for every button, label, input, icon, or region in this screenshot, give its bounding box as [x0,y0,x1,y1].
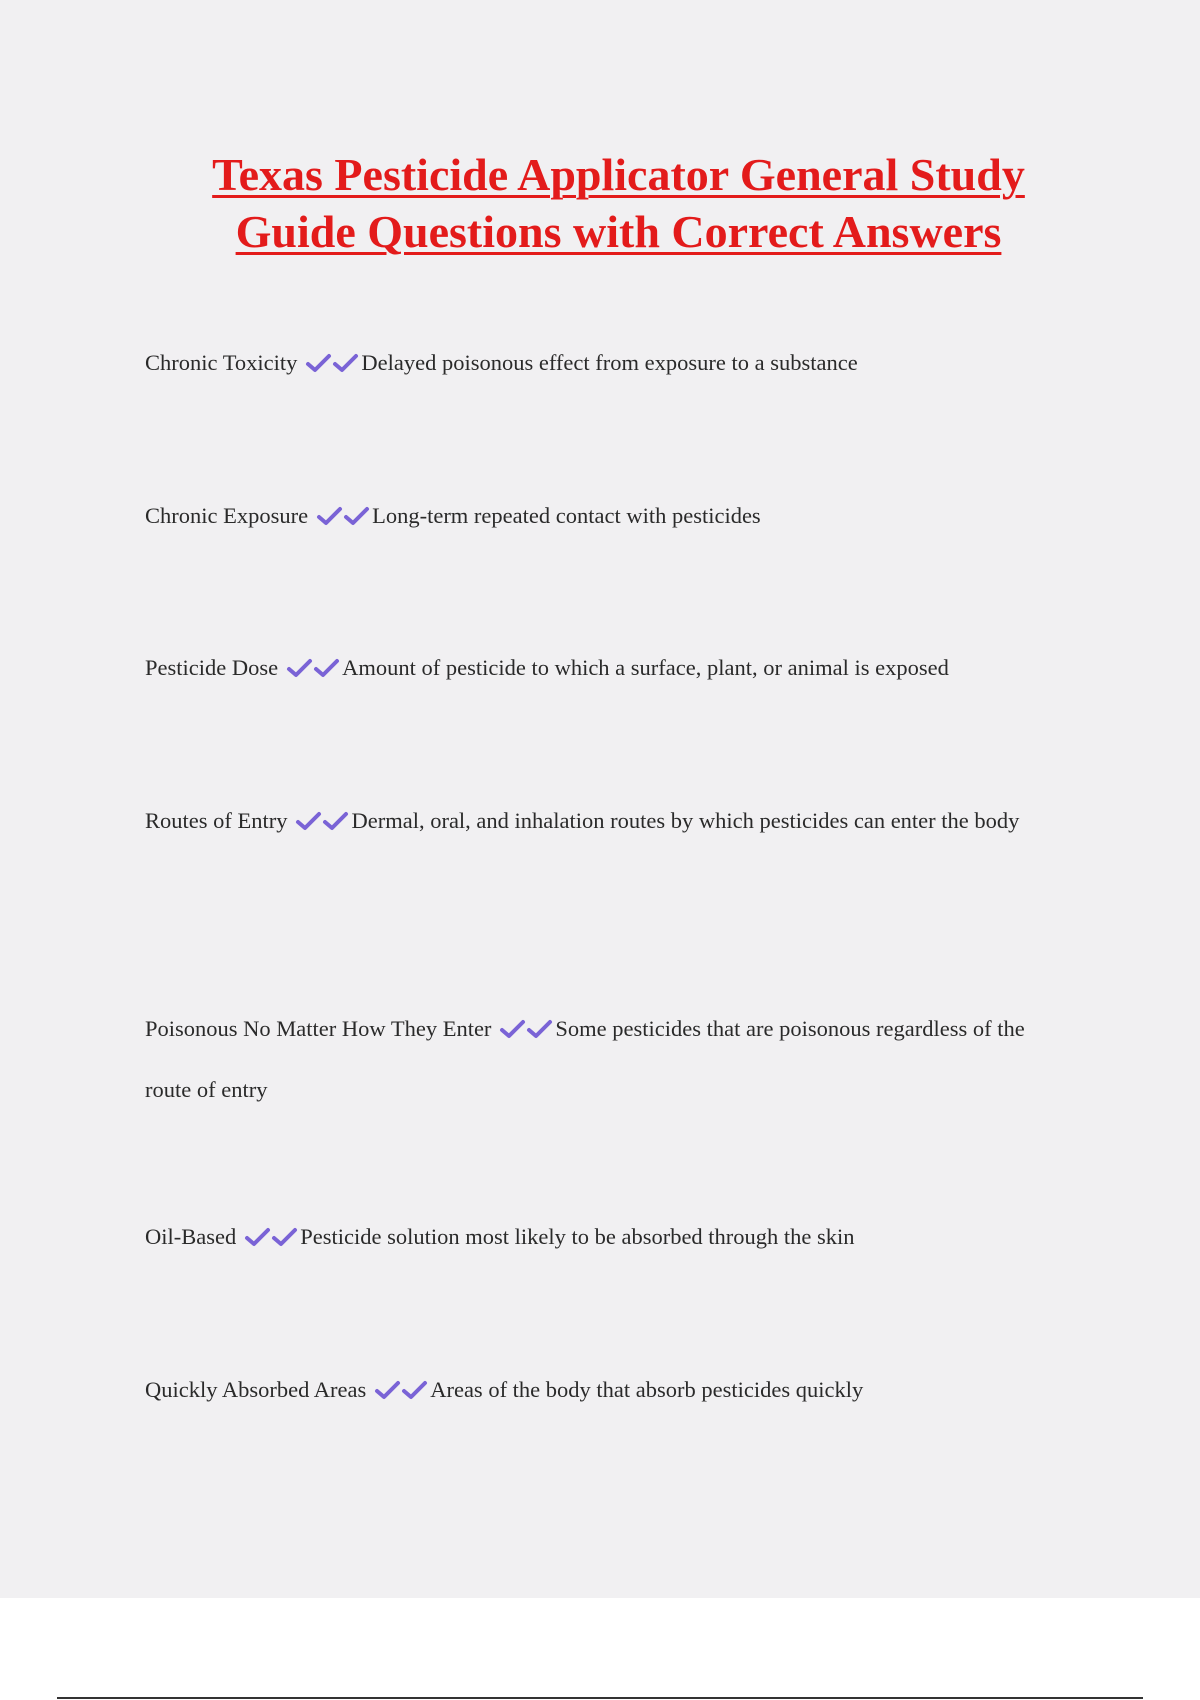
entry-definition: Some pesticides that are poisonous regardless of the route of entry [145,1016,1025,1102]
double-check-icon [295,790,349,851]
entry-definition: Areas of the body that absorb pesticides quickly [430,1377,864,1402]
double-check-icon [244,1206,298,1267]
entry-quickly-absorbed-areas [145,1359,1075,1420]
check-icon [401,1380,428,1400]
double-check-icon [305,332,359,393]
entry-chronic-toxicity [145,332,1075,393]
entry-definition: Long-term repeated contact with pesticides [372,503,761,528]
check-icon [322,811,349,831]
entry-term: Oil-Based [145,1224,237,1249]
entry-term: Chronic Toxicity [145,350,298,375]
entry-chronic-exposure [145,485,1075,546]
document-title [0,146,1200,260]
entry-oil-based [145,1206,1075,1267]
title-line-1: Texas Pesticide Applicator General Study [212,149,1025,200]
entry-pesticide-dose [145,637,1075,698]
entry-definition: Dermal, oral, and inhalation routes by which pesticides can enter the body [351,808,1020,833]
entry-poisonous-no-matter-how-they-enter [145,998,1075,1120]
entry-definition: Amount of pesticide to which a surface, plant, or animal is exposed [342,655,949,680]
check-icon [374,1380,401,1400]
title-line-2: Guide Questions with Correct Answers [235,206,1002,257]
check-icon [499,1019,526,1039]
check-icon [316,506,343,526]
check-icon [343,506,370,526]
check-icon [313,658,340,678]
double-check-icon [499,998,553,1059]
entry-term: Quickly Absorbed Areas [145,1377,367,1402]
check-icon [305,353,332,373]
entry-term: Pesticide Dose [145,655,279,680]
entry-definition: Pesticide solution most likely to be absorbed through the skin [300,1224,855,1249]
double-check-icon [316,485,370,546]
footer-divider [57,1697,1143,1699]
entry-term: Routes of Entry [145,808,288,833]
check-icon [271,1227,298,1247]
double-check-icon [374,1359,428,1420]
check-icon [244,1227,271,1247]
check-icon [332,353,359,373]
check-icon [286,658,313,678]
entry-term: Chronic Exposure [145,503,309,528]
check-icon [526,1019,553,1039]
entry-definition: Delayed poisonous effect from exposure to a substance [361,350,858,375]
double-check-icon [286,637,340,698]
entry-term: Poisonous No Matter How They Enter [145,1016,492,1041]
entry-routes-of-entry [145,790,1075,851]
check-icon [295,811,322,831]
